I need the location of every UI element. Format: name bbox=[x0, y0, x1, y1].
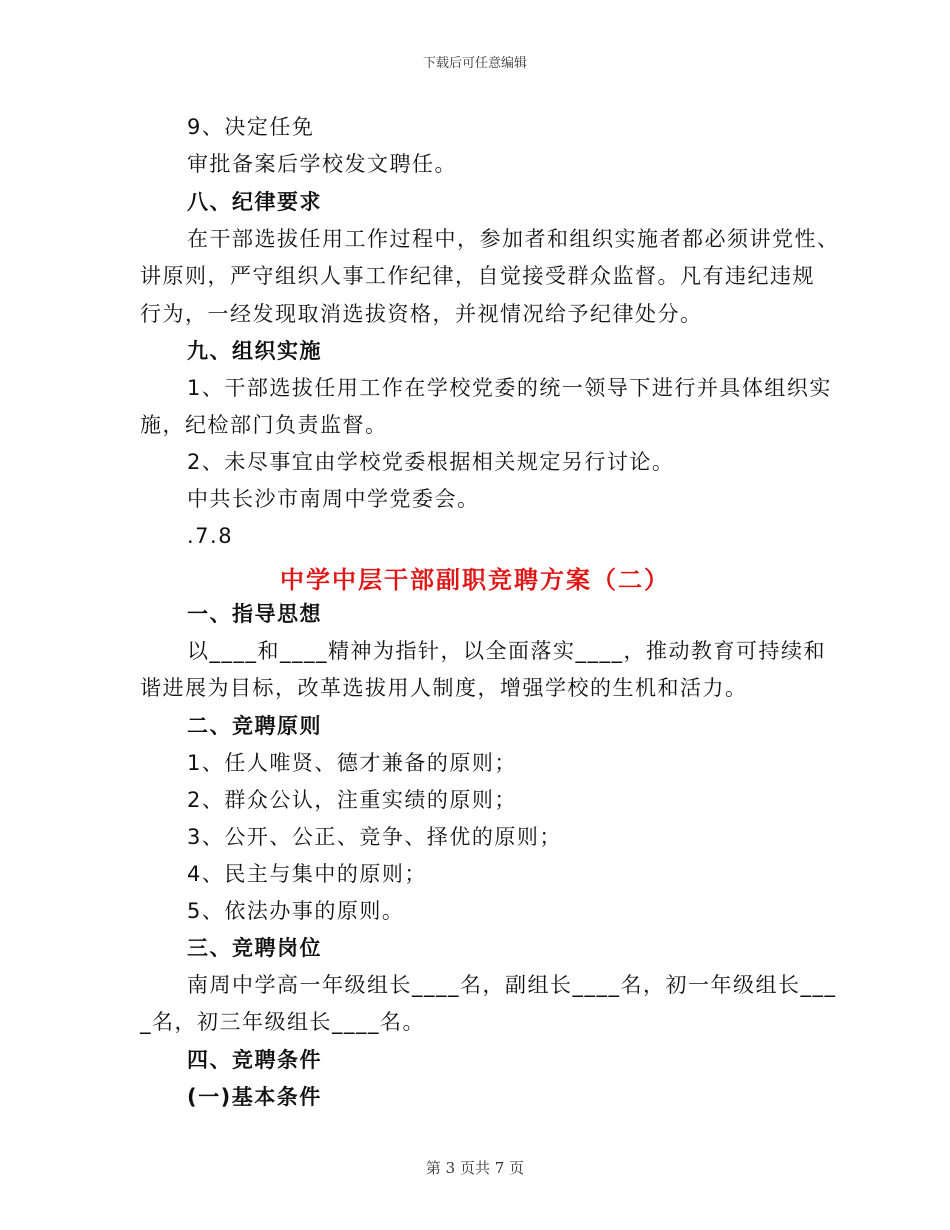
paragraph-line: 讲原则，严守组织人事工作纪律，自觉接受群众监督。凡有违纪违规 bbox=[140, 264, 815, 288]
paragraph-line: 以____和____精神为指针，以全面落实____，推动教育可持续和 bbox=[187, 639, 826, 663]
page-header: 下载后可任意编辑 bbox=[422, 56, 527, 71]
section-heading-2: 二、竞聘原则 bbox=[187, 714, 322, 738]
section-heading-4: 四、竞聘条件 bbox=[187, 1048, 322, 1072]
section-heading-9: 九、组织实施 bbox=[187, 339, 322, 363]
section-heading-8: 八、纪律要求 bbox=[187, 190, 322, 214]
paragraph-line: 1、干部选拔任用工作在学校党委的统一领导下进行并具体组织实 bbox=[187, 376, 832, 400]
paragraph-line: 审批备案后学校发文聘任。 bbox=[187, 152, 457, 176]
paragraph-line: 南周中学高一年级组长____名，副组长____名，初一年级组长___ bbox=[187, 973, 837, 997]
paragraph-line: 谐进展为目标，改革选拔用人制度，增强学校的生机和活力。 bbox=[140, 676, 748, 700]
document-title: 中学中层干部副职竞聘方案（二） bbox=[280, 566, 670, 594]
paragraph-line: 施，纪检部门负责监督。 bbox=[140, 413, 388, 437]
date-line: .7.8 bbox=[187, 524, 234, 548]
list-item: 3、公开、公正、竞争、择优的原则； bbox=[187, 825, 562, 849]
paragraph-line: _名，初三年级组长____名。 bbox=[140, 1010, 425, 1034]
signature-line: 中共长沙市南周中学党委会。 bbox=[187, 487, 480, 511]
item-9: 9、决定任免 bbox=[187, 115, 315, 139]
list-item: 1、任人唯贤、德才兼备的原则； bbox=[187, 751, 517, 775]
paragraph-line: 行为，一经发现取消选拔资格，并视情况给予纪律处分。 bbox=[140, 302, 703, 326]
list-item: 2、群众公认，注重实绩的原则； bbox=[187, 788, 517, 812]
list-item: 5、依法办事的原则。 bbox=[187, 899, 405, 923]
list-item: 4、民主与集中的原则； bbox=[187, 862, 427, 886]
subsection-heading: (一)基本条件 bbox=[187, 1085, 322, 1109]
paragraph-line: 2、未尽事宜由学校党委根据相关规定另行讨论。 bbox=[187, 450, 675, 474]
section-heading-3: 三、竞聘岗位 bbox=[187, 936, 322, 960]
page-footer: 第 3 页共 7 页 bbox=[425, 1159, 525, 1177]
section-heading-1: 一、指导思想 bbox=[187, 602, 322, 626]
paragraph-line: 在干部选拔任用工作过程中，参加者和组织实施者都必须讲党性、 bbox=[187, 227, 840, 251]
